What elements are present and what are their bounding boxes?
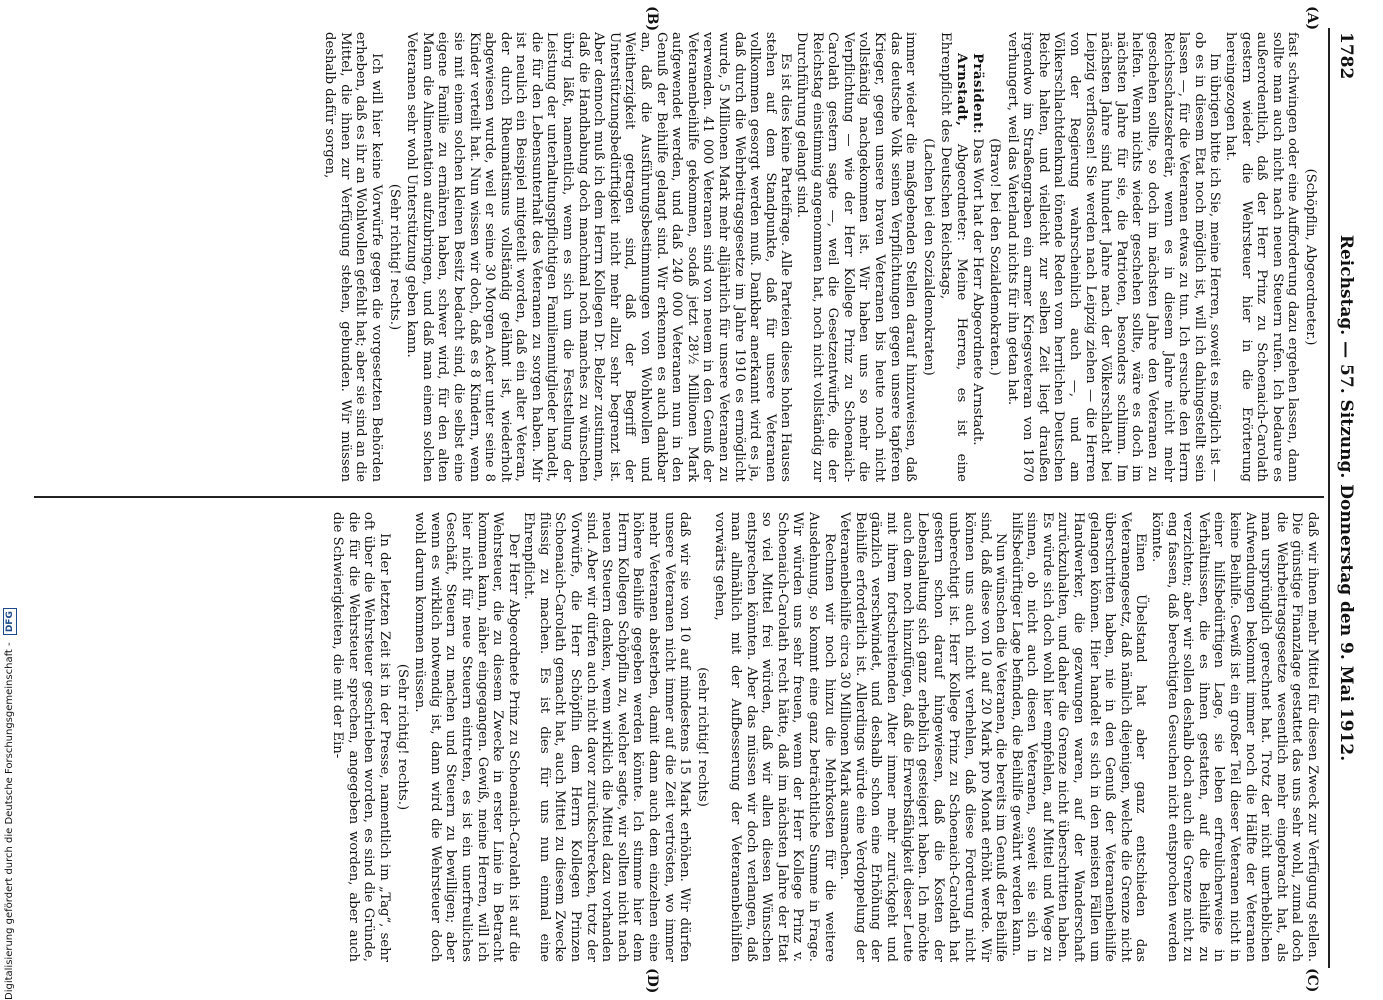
paragraph: Im übrigen bitte ich Sie, meine Herren, soweit es möglich ist — ob es in diesem Etat noch möglich ist, will ich dahingestellt sein lassen —, für die Veteranen etwas zu tun. Ich ersuche den Herrn Reichsschatzsekretär, wenn es in diesem Jahre nicht mehr geschehen sollte, so doch im nächsten Jahre den Veteranen zu helfen. Wenn nichts wieder geschehen sollte, wäre es doch im nächsten Jahre für sie, die Patrioten, besonders schlimm. Im nächsten Jahre sind hundert Jahre nach der Völkerschlacht bei Leipzig verflossen! Sie werden nach Leipzig ziehen — die Herren von der Regierung wahrscheinlich auch —, und am Völkerschlachtdenkmal tönende Reden vom herrlichen Deutschen Reiche halten, und vielleicht zur selben Zeit liegt draußen irgendwo im Straßengraben ein armer Kriegsveteran von 1870 verhungert, weil das Vaterland nichts für ihn getan hat.: [1004, 32, 1223, 482]
speaker-text: Abgeordneter: Meine Herren, es ist eine Ehrenpflicht des Deutschen Reichstags,: [938, 32, 969, 482]
dfg-credit: [2, 0, 18, 1000]
left-column: [30, 32, 1320, 482]
interjection: (Sehr richtig! rechts.): [394, 663, 410, 811]
paragraph: Es ist dies keine Parteifrage. Alle Parteien dieses hohen Hauses stehen auf dem Standpunkte, daß für unsere Veteranen vollkommen gesorgt werden muß. Dankbar anerkannt wird es ja, daß durch die Wehrbeitragsgesetze im Jahre 1910 es ermöglicht wurde, 5 Millionen Mark mehr alljährlich für unsere Veteranen zu verwenden. 41 000 Veteranen sind von neuem in den Genuß der Veteranenbeihilfe gekommen, sodaß jetzt 28½ Millionen Mark aufgewendet werden, und daß 240 000 Veteranen nun in den Genuß der Beihilfe gelangt sind. Wir erkennen es auch dankbar an, daß die Ausführungsbestimmungen von Wohlwollen und Weitherzigkeit getragen sind, daß der Begriff der Unterstützungsbedürftigkeit nicht mehr allzu sehr begrenzt ist. Aber dennoch muß ich dem Herrn Kollegen Dr. Belzer zustimmen, daß die Handhabung doch manchmal noch manches zu wünschen übrig läßt, namentlich, wenn es sich um die Feststellung der Leistung der unterhaltungspflichtigen Familienmitglieder handelt, die für den Lebensunterhalt des Veteranen zu sorgen haben. Mir ist neulich ein Beispiel mitgeteilt worden, daß ein alter Veteran, der durch Rheumatismus vollständig gelähmt ist, wiederholt abgewiesen wurde, weil er seine 30 Morgen Acker unter seine 8 Kinder verteilt hat. Nun wissen wir doch, daß es 8 Kindern, wenn sie mit einem solchen kleinen Besitz bedacht sind, die selbst eine eigene Familie zu ernähren haben, schwer wird, für den alten Mann die Alimentation aufzubringen, und daß man einem solchen Veteranen sehr wohl Unterstützung geben kann.: [404, 32, 794, 482]
interjection: (Lachen bei den Sozialdemokraten): [920, 138, 936, 376]
margin-marker-d: (D): [644, 968, 660, 994]
paragraph: In der letzten Zeit ist in der Presse, namentlich im „Tag“, sehr oft über die Wehrsteuer geschrieben worden, es sind die Gründe, die für die Wehrsteuer sprechen, angegeben worden, aber auch die Schwierigkeiten, die mit der Ein-: [330, 512, 392, 962]
margin-marker-b: (B): [644, 6, 660, 32]
speaker-text: Das Wort hat der Herr Abgeordnete Arnstadt.: [969, 134, 985, 446]
interjection: (sehr richtig! rechts): [694, 667, 710, 807]
column-divider: [34, 496, 1324, 498]
dfg-logo: DFG: [3, 608, 17, 635]
document-page: [20, 6, 1360, 994]
page-header: [1328, 28, 1360, 968]
interjection: (Sehr richtig! rechts.): [386, 183, 402, 331]
speaker-name: Arnstadt,: [953, 53, 969, 127]
paragraph: Einen Übelstand hat aber ganz entschieden das Veteranengesetz, daß nämlich diejenigen, welche die Grenze nicht überschritten haben, nie in den Genuß der Veteranenbeihilfe gelangen können. Hier handelt es sich in den meisten Fällen um Handwerker, die gezwungen waren, auf der Wanderschaft zurückzuhalten, und daher die Grenze nicht überschritten haben. Es würde sich doch wohl hier empfehlen, auf Mittel und Wege zu sinnen, ob nicht auch diesen Veteranen, soweit sie sich in hilfsbedürftiger Lage befinden, die Beihilfe gewährt werden kann.: [1008, 512, 1149, 962]
speaker-continuation: (Schöpflin, Abgeordneter.): [1303, 168, 1318, 346]
paragraph: immer wieder die maßgebenden Stellen darauf hinzuweisen, daß das deutsche Volk seinen Verpflichtungen gegen unsere tapferen Krieger, gegen unsere braven Veteranen bis heute noch nicht vollständig nachgekommen ist. Wir haben uns so mehr die Verpflichtung — wie der Herr Kollege Prinz zu Schoenaich-Carolath gestern sagte —, weil die Gesetzentwürfe, die der Reichstag einstimmig angenommen hat, noch nicht vollständig zur Durchführung gelangt sind.: [794, 32, 919, 482]
paragraph: fast schwingen oder eine Aufforderung dazu ergehen lassen, dann sollte man auch nicht nach neuen Steuern rufen. Ich bedaure es außerordentlich, daß der Herr Prinz zu Schoenaich-Carolath gestern wieder die Wehrsteuer hier in die Erörterung hereingezogen hat.: [1223, 32, 1301, 482]
paragraph: Ich will hier keine Vorwürfe gegen die vorgesetzten Behörden erheben, daß es ihr an Wohlwollen gefehlt hat; aber sie sind an die Mittel, die ihnen zur Verfügung stehen, gebunden. Wir müssen deshalb dafür sorgen,: [322, 32, 384, 482]
page-number: 1782: [1336, 32, 1356, 80]
dfg-credit-text: Digitalisierung gefördert durch die Deutsche Forschungsgemeinschaft -: [4, 642, 15, 1000]
paragraph: [938, 32, 969, 482]
interjection: (Bravo! bei den Sozialdemokraten.): [987, 138, 1003, 376]
dfg-side-note: [2, 0, 18, 1000]
paragraph: [969, 32, 985, 482]
paragraph: Rechnen wir noch hinzu die Mehrkosten für die weitere Ausdehnung, so kommt eine ganz beträchtliche Summe in Frage. Wir würden uns sehr freuen, wenn der Herr Kollege Prinz v. Schoenaich-Carolath recht hätte, daß im nächsten Jahre der Etat so viel Mittel frei würden, daß wir allen diesen Wünschen entsprechen könnten. Aber das müssen wir doch verlangen, daß man allmählich mit der Aufbesserung der Veteranenbeihilfen vorwärts gehen,: [712, 512, 837, 962]
running-title: Reichstag. — 57. Sitzung. Donnerstag den 9. Mai 1912.: [1336, 234, 1356, 762]
paragraph: Nun wünschen die Veteranen, die bereits im Genuß der Beihilfe sind, daß diese von 10 auf 20 Mark pro Monat erhöht werde. Wir können uns auch nicht verhehlen, daß diese Forderung nicht unberechtigt ist. Herr Kollege Prinz zu Schoenaich-Carolath hat gestern schon darauf hingewiesen, daß die Kosten der Lebenshaltung sich ganz erheblich gesteigert haben. Ich möchte auch dem noch hinzufügen, daß die Erwerbsfähigkeit dieser Leute mit ihrem fortschreitenden Alter immer mehr zurückgeht und gänzlich verschwindet, und deshalb schon eine Erhöhung der Beihilfe erforderlich ist. Allerdings würde eine Verdoppelung der Veteranenbeihilfe circa 30 Millionen Mark ausmachen.: [837, 512, 1009, 962]
paragraph: daß wir sie von 10 auf mindestens 15 Mark erhöhen. Wir dürfen unsere Veteranen nicht immer auf die Zeit vertrösten, wo immer mehr Veteranen absterben, damit dann auch dem einzelnen eine höhere Beihilfe gegeben werden könnte. Ich stimme hier dem Herrn Kollegen Schöpflin zu, welcher sagte, wir sollten nicht nach neuen Steuern denken, wenn wirklich die Mittel dazu vorhanden sind. Aber wir dürfen auch nicht davor zurückschrecken, trotz der Vorwürfe, die Herr Schöpflin dem Herrn Kollegen Prinzen Schoenaich-Carolath gemacht hat, auch Mittel zu diesem Zwecke flüssig zu machen. Es ist dies für uns nun einmal eine Ehrenpflicht.: [521, 512, 693, 962]
paragraph: Der Herr Abgeordnete Prinz zu Schoenaich-Carolath ist auf die Wehrsteuer, die zu diesem Zwecke in erster Linie in Betracht kommen kann, näher eingegangen. Gewiß, meine Herren, will ich hier nicht für neue Steuern eintreten, es ist ein unerfreuliches Geschäft, Steuern zu machen und Steuern zu bewilligen; aber wenn es wirklich notwendig ist, dann wird die Wehrsteuer doch wohl darum kommen müssen.: [412, 512, 521, 962]
paragraph: daß wir ihnen mehr Mittel für diesen Zweck zur Verfügung stellen. Die günstige Finanzlage gestattet das uns sehr wohl, zumal doch die Wehrbeitragsgesetze wesentlich mehr eingebracht hat, als man ursprünglich gerechnet hat. Trotz der nicht unerheblichen Aufwendungen bekommt immer noch die Hälfte der Veteranen keine Beihilfe. Gewiß ist ein großer Teil dieser Veteranen nicht in einer hilfsbedürftigen Lage, sie leben erfreulicherweise in Verhältnissen, die es ihnen gestatten, auf die Beihilfe zu verzichten; aber wir sollen deshalb doch auch die Grenze nicht zu eng fassen, daß berechtigten Gesuchen nicht entsprochen werden könnte.: [1149, 512, 1320, 962]
right-column: [30, 512, 1320, 962]
margin-marker-c: (C): [1304, 968, 1320, 993]
speaker-name: Präsident:: [969, 53, 985, 135]
margin-marker-a: (A): [1304, 6, 1320, 31]
